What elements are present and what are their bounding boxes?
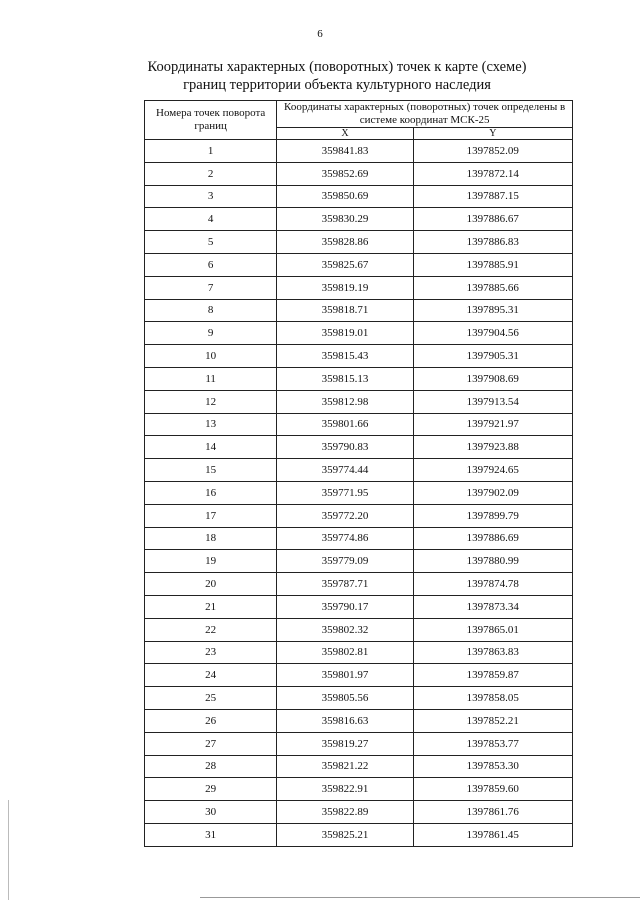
table-row [145, 687, 573, 710]
table-row [145, 595, 573, 618]
cell-point-number: 17 [145, 504, 277, 527]
table-row [145, 641, 573, 664]
cell-y: 1397886.69 [413, 527, 572, 550]
cell-x: 359828.86 [277, 231, 413, 254]
cell-y: 1397858.05 [413, 687, 572, 710]
table-row [145, 573, 573, 596]
table-row [145, 367, 573, 390]
cell-x: 359819.27 [277, 732, 413, 755]
cell-point-number: 28 [145, 755, 277, 778]
cell-point-number: 16 [145, 481, 277, 504]
cell-x: 359779.09 [277, 550, 413, 573]
cell-x: 359819.01 [277, 322, 413, 345]
cell-x: 359841.83 [277, 140, 413, 163]
table-row [145, 481, 573, 504]
cell-y: 1397924.65 [413, 459, 572, 482]
cell-point-number: 5 [145, 231, 277, 254]
cell-point-number: 29 [145, 778, 277, 801]
cell-x: 359819.19 [277, 276, 413, 299]
cell-point-number: 14 [145, 436, 277, 459]
table-row [145, 162, 573, 185]
cell-point-number: 23 [145, 641, 277, 664]
table-row [145, 345, 573, 368]
cell-y: 1397865.01 [413, 618, 572, 641]
cell-x: 359815.43 [277, 345, 413, 368]
cell-y: 1397861.76 [413, 801, 572, 824]
cell-x: 359790.83 [277, 436, 413, 459]
cell-point-number: 13 [145, 413, 277, 436]
table-header [145, 101, 573, 140]
cell-y: 1397859.87 [413, 664, 572, 687]
cell-y: 1397861.45 [413, 823, 572, 846]
table-row [145, 276, 573, 299]
table-row [145, 231, 573, 254]
cell-y: 1397885.66 [413, 276, 572, 299]
table-row [145, 550, 573, 573]
cell-point-number: 25 [145, 687, 277, 710]
cell-x: 359812.98 [277, 390, 413, 413]
cell-x: 359815.13 [277, 367, 413, 390]
document-title [100, 58, 574, 94]
cell-point-number: 10 [145, 345, 277, 368]
cell-x: 359801.66 [277, 413, 413, 436]
table-row [145, 527, 573, 550]
cell-y: 1397887.15 [413, 185, 572, 208]
cell-point-number: 11 [145, 367, 277, 390]
header-x: X [277, 128, 413, 140]
coordinates-table [144, 100, 573, 847]
cell-y: 1397874.78 [413, 573, 572, 596]
cell-point-number: 31 [145, 823, 277, 846]
table-row [145, 778, 573, 801]
cell-point-number: 20 [145, 573, 277, 596]
table-row [145, 413, 573, 436]
table-row [145, 185, 573, 208]
header-point-numbers: Номера точек поворота границ [145, 101, 277, 140]
cell-x: 359825.21 [277, 823, 413, 846]
cell-y: 1397895.31 [413, 299, 572, 322]
table-row [145, 208, 573, 231]
cell-x: 359802.32 [277, 618, 413, 641]
scan-artifact-left [8, 800, 9, 900]
table-body [145, 140, 573, 847]
cell-point-number: 22 [145, 618, 277, 641]
cell-y: 1397853.30 [413, 755, 572, 778]
cell-x: 359771.95 [277, 481, 413, 504]
cell-y: 1397905.31 [413, 345, 572, 368]
cell-y: 1397872.14 [413, 162, 572, 185]
table-row [145, 664, 573, 687]
cell-x: 359774.44 [277, 459, 413, 482]
cell-y: 1397886.83 [413, 231, 572, 254]
cell-y: 1397853.77 [413, 732, 572, 755]
cell-point-number: 21 [145, 595, 277, 618]
cell-point-number: 3 [145, 185, 277, 208]
cell-point-number: 6 [145, 253, 277, 276]
cell-y: 1397923.88 [413, 436, 572, 459]
cell-point-number: 8 [145, 299, 277, 322]
table-row [145, 755, 573, 778]
cell-point-number: 1 [145, 140, 277, 163]
cell-x: 359822.91 [277, 778, 413, 801]
cell-point-number: 26 [145, 709, 277, 732]
cell-x: 359774.86 [277, 527, 413, 550]
cell-point-number: 24 [145, 664, 277, 687]
cell-x: 359802.81 [277, 641, 413, 664]
cell-x: 359830.29 [277, 208, 413, 231]
scan-artifact-bottom [200, 897, 640, 898]
cell-y: 1397885.91 [413, 253, 572, 276]
table-row [145, 618, 573, 641]
cell-x: 359801.97 [277, 664, 413, 687]
cell-point-number: 19 [145, 550, 277, 573]
cell-y: 1397863.83 [413, 641, 572, 664]
table-row [145, 299, 573, 322]
cell-y: 1397886.67 [413, 208, 572, 231]
table-row [145, 504, 573, 527]
table-row [145, 459, 573, 482]
page-number: 6 [317, 28, 323, 40]
cell-x: 359790.17 [277, 595, 413, 618]
cell-x: 359816.63 [277, 709, 413, 732]
table-row [145, 322, 573, 345]
cell-x: 359850.69 [277, 185, 413, 208]
cell-y: 1397921.97 [413, 413, 572, 436]
cell-y: 1397852.09 [413, 140, 572, 163]
cell-point-number: 18 [145, 527, 277, 550]
cell-point-number: 9 [145, 322, 277, 345]
table-row [145, 436, 573, 459]
cell-y: 1397913.54 [413, 390, 572, 413]
cell-x: 359805.56 [277, 687, 413, 710]
table-row [145, 253, 573, 276]
cell-point-number: 30 [145, 801, 277, 824]
cell-y: 1397902.09 [413, 481, 572, 504]
cell-point-number: 15 [145, 459, 277, 482]
cell-point-number: 12 [145, 390, 277, 413]
cell-x: 359822.89 [277, 801, 413, 824]
cell-y: 1397859.60 [413, 778, 572, 801]
table-row [145, 140, 573, 163]
table-row [145, 390, 573, 413]
table-row [145, 823, 573, 846]
cell-x: 359772.20 [277, 504, 413, 527]
cell-x: 359821.22 [277, 755, 413, 778]
cell-point-number: 2 [145, 162, 277, 185]
cell-point-number: 27 [145, 732, 277, 755]
title-line-1: Координаты характерных (поворотных) точек к карте (схеме) [147, 59, 527, 75]
header-coordinates: Координаты характерных (поворотных) точек определены в системе координат МСК-25 [277, 101, 573, 128]
cell-point-number: 4 [145, 208, 277, 231]
table-row [145, 709, 573, 732]
cell-x: 359787.71 [277, 573, 413, 596]
cell-x: 359818.71 [277, 299, 413, 322]
cell-y: 1397873.34 [413, 595, 572, 618]
cell-y: 1397904.56 [413, 322, 572, 345]
cell-y: 1397908.69 [413, 367, 572, 390]
cell-x: 359825.67 [277, 253, 413, 276]
cell-y: 1397880.99 [413, 550, 572, 573]
cell-y: 1397899.79 [413, 504, 572, 527]
header-y: Y [413, 128, 572, 140]
title-line-2: границ территории объекта культурного наследия [183, 77, 491, 93]
cell-y: 1397852.21 [413, 709, 572, 732]
cell-x: 359852.69 [277, 162, 413, 185]
cell-point-number: 7 [145, 276, 277, 299]
table-row [145, 801, 573, 824]
table-row [145, 732, 573, 755]
